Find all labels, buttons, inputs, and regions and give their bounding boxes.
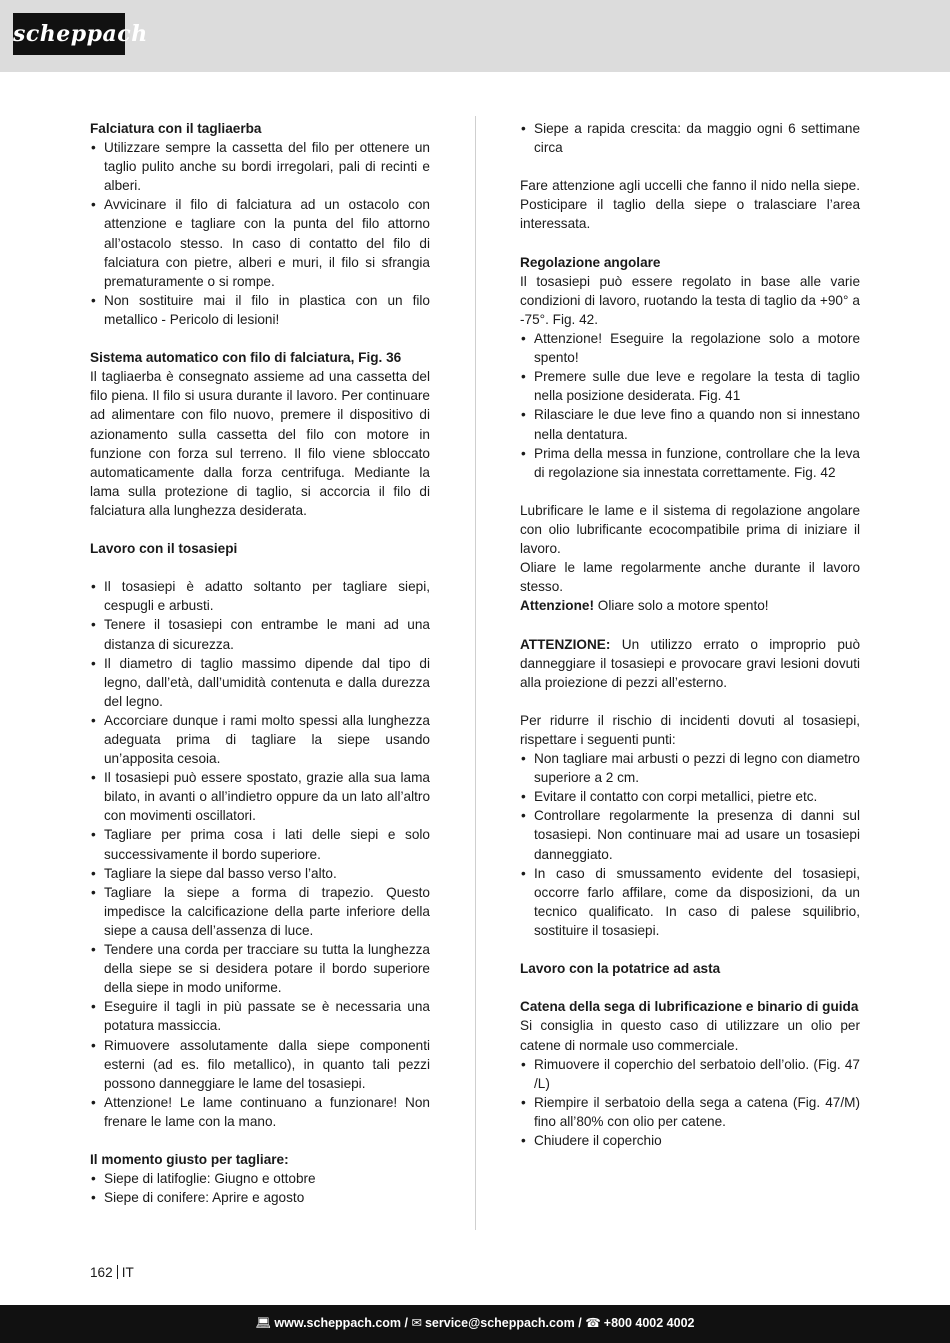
list-item: • Tagliare per prima cosa i lati delle siepi e solo successivamente il bordo superiore. bbox=[90, 825, 430, 863]
list-item: • Accorciare dunque i rami molto spessi alla lunghezza adeguata prima di tagliare la siepe usando un’apposita cesoia. bbox=[90, 711, 430, 768]
list-item: • Tagliare la siepe dal basso verso l’alto. bbox=[90, 864, 430, 883]
list-item: • Riempire il serbatoio della sega a catena (Fig. 47/M) fino all’80% con olio per catene. bbox=[520, 1093, 860, 1131]
list-item: • Siepe di latifoglie: Giugno e ottobre bbox=[90, 1169, 430, 1188]
page-number-footer bbox=[90, 1265, 134, 1280]
list-item: • Utilizzare sempre la cassetta del filo per ottenere un taglio pulito anche su bordi irregolari, pali di recinti e alberi. bbox=[90, 138, 430, 195]
contact-footer-bar bbox=[0, 1305, 950, 1343]
list-item: • Il diametro di taglio massimo dipende dal tipo di legno, dall’età, dall’umidità contenuta e dalla durezza del legno. bbox=[90, 654, 430, 711]
list-item: • Siepe a rapida crescita: da maggio ogni 6 settimane circa bbox=[520, 119, 860, 157]
list-item: • Chiudere il coperchio bbox=[520, 1131, 860, 1150]
list-item: • Premere sulle due leve e regolare la testa di taglio nella posizione desiderata. Fig. 41 bbox=[520, 367, 860, 405]
list-item: • Non tagliare mai arbusti o pezzi di legno con diametro superiore a 2 cm. bbox=[520, 749, 860, 787]
paragraph-lubricate: Lubrificare le lame e il sistema di regolazione angolare con olio lubrificante ecocompatibile prima di iniziare il lavoro. bbox=[520, 502, 860, 557]
paragraph-risk-intro: Per ridurre il rischio di incidenti dovuti al tosasiepi, rispettare i seguenti punti: bbox=[520, 712, 860, 747]
list-item: • Avvicinare il filo di falciatura ad un ostacolo con attenzione e tagliare con la punta del filo attorno all’ostacolo stesso. In caso di contatto del filo di falciatura con pietre, alberi e muri, il filo si sfrangia prematuramente o si rompe. bbox=[90, 195, 430, 290]
list-risk-points bbox=[520, 749, 860, 940]
page-number: 162 bbox=[90, 1265, 113, 1280]
list-item: • Eseguire il tagli in più passate se è necessaria una potatura massiccia. bbox=[90, 997, 430, 1035]
list-cutting-time bbox=[90, 1169, 430, 1207]
paragraph-oil-warning bbox=[520, 596, 860, 615]
list-item: • Prima della messa in funzione, controllare che la leva di regolazione sia innestata correttamente. Fig. 42 bbox=[520, 444, 860, 482]
list-item: • Rimuovere assolutamente dalla siepe componenti esterni (ad es. filo metallico), in quanto tali pezzi possono danneggiare le lame del tosasiepi. bbox=[90, 1036, 430, 1093]
phone-icon: ☎ bbox=[585, 1316, 601, 1330]
language-code: IT bbox=[121, 1265, 134, 1280]
paragraph-oil-blades: Oliare le lame regolarmente anche durante il lavoro stesso. bbox=[520, 560, 860, 595]
section-title-chain-lubrication: Catena della sega di lubrificazione e binario di guida bbox=[520, 999, 859, 1015]
list-item: • Non sostituire mai il filo in plastica con un filo metallico - Pericolo di lesioni! bbox=[90, 291, 430, 329]
paragraph-caution bbox=[520, 635, 860, 692]
list-item: • Tenere il tosasiepi con entrambe le mani ad una distanza di sicurezza. bbox=[90, 615, 430, 653]
website-link[interactable]: www.scheppach.com bbox=[274, 1316, 402, 1330]
list-mowing bbox=[90, 138, 430, 329]
list-item: • Attenzione! Le lame continuano a funzionare! Non frenare le lame con la mano. bbox=[90, 1093, 430, 1131]
paragraph-chain-oil: Si consiglia in questo caso di utilizzare un olio per catene di normale uso commerciale. bbox=[520, 1018, 860, 1053]
section-title-cutting-time: Il momento giusto per tagliare: bbox=[90, 1152, 289, 1168]
list-item: • Attenzione! Eseguire la regolazione solo a motore spento! bbox=[520, 329, 860, 367]
paragraph-angle-adjust: Il tosasiepi può essere regolato in base alle varie condizioni di lavoro, ruotando la testa di taglio da +90° a -75°. Fig. 42. bbox=[520, 273, 860, 327]
paragraph-birds: Fare attenzione agli uccelli che fanno il nido nella siepe. Posticipare il taglio della siepe o tralasciare l’area interessata. bbox=[520, 178, 860, 232]
list-fast-growing bbox=[520, 119, 860, 157]
list-item: • Il tosasiepi è adatto soltanto per tagliare siepi, cespugli e arbusti. bbox=[90, 577, 430, 615]
warning-label: Attenzione! bbox=[520, 598, 595, 614]
list-item: • In caso di smussamento evidente del tosasiepi, occorre farlo affilare, come da disposizioni, da un tecnico qualificato. In caso di palese squilibrio, sostituire il tosasiepi. bbox=[520, 864, 860, 940]
list-item: • Rilasciare le due leve fino a quando non si innestano nella dentatura. bbox=[520, 405, 860, 443]
left-column bbox=[90, 119, 430, 1207]
computer-icon: 💻︎ bbox=[255, 1316, 272, 1330]
warning-text: Oliare solo a motore spento! bbox=[594, 598, 769, 614]
email-link[interactable]: service@scheppach.com bbox=[424, 1316, 575, 1330]
list-item: • Il tosasiepi può essere spostato, grazie alla sua lama bilato, in avanti o all’indietro oppure da un lato all’altro con movimenti oscillatori. bbox=[90, 768, 430, 825]
phone-number[interactable]: +800 4002 4002 bbox=[603, 1316, 695, 1330]
list-item: • Tendere una corda per tracciare su tutta la lunghezza della siepe se si desidera potare il bordo superiore della siepe in modo uniforme. bbox=[90, 940, 430, 997]
list-item: • Rimuovere il coperchio del serbatoio dell’olio. (Fig. 47 /L) bbox=[520, 1055, 860, 1093]
footer-separator: / bbox=[578, 1316, 582, 1330]
list-hedge-trimmer bbox=[90, 577, 430, 1131]
list-chain-oil bbox=[520, 1055, 860, 1150]
footer-separator: / bbox=[404, 1316, 408, 1330]
right-column bbox=[520, 119, 860, 1150]
list-angle-adjust bbox=[520, 329, 860, 482]
caution-text: Un utilizzo errato o improprio può danneggiare il tosasiepi e provocare gravi lesioni dovuti alla proiezione di pezzi all’esterno. bbox=[520, 636, 860, 690]
section-title-angle-adjust: Regolazione angolare bbox=[520, 254, 661, 270]
section-title-auto-line: Sistema automatico con filo di falciatura, Fig. 36 bbox=[90, 350, 402, 366]
list-item: • Controllare regolarmente la presenza di danni sul tosasiepi. Non continuare mai ad usare un tosasiepi danneggiato. bbox=[520, 806, 860, 863]
list-item: • Evitare il contatto con corpi metallici, pietre etc. bbox=[520, 787, 860, 806]
section-title-mowing: Falciatura con il tagliaerba bbox=[90, 121, 262, 136]
scheppach-logo: scheppach bbox=[13, 13, 125, 55]
paragraph-auto-line: Il tagliaerba è consegnato assieme ad una cassetta del filo piena. Il filo si usura durante il lavoro. Per continuare ad alimentare con filo nuovo, premere il dispositivo di azionamento sulla cassetta del filo con motore in funzione con forza sul terreno. Il filo viene sbloccato automaticamente dalla forza centrifuga. Mediante la lama sulla protezione di taglio, si accorcia il filo di falciatura alla lunghezza desiderata. bbox=[90, 369, 430, 518]
header-bar bbox=[0, 0, 950, 72]
section-title-hedge-trimmer: Lavoro con il tosasiepi bbox=[90, 541, 238, 557]
page-separator bbox=[117, 1265, 118, 1279]
list-item: • Tagliare la siepe a forma di trapezio. Questo impedisce la calcificazione della parte inferiore della siepe a causa dell’assenza di luce. bbox=[90, 883, 430, 940]
list-item: • Siepe di conifere: Aprire e agosto bbox=[90, 1188, 430, 1207]
caution-label: ATTENZIONE: bbox=[520, 636, 611, 652]
section-title-pole-saw: Lavoro con la potatrice ad asta bbox=[520, 961, 721, 977]
mail-icon: ✉ bbox=[411, 1316, 422, 1330]
column-divider bbox=[475, 116, 476, 1230]
